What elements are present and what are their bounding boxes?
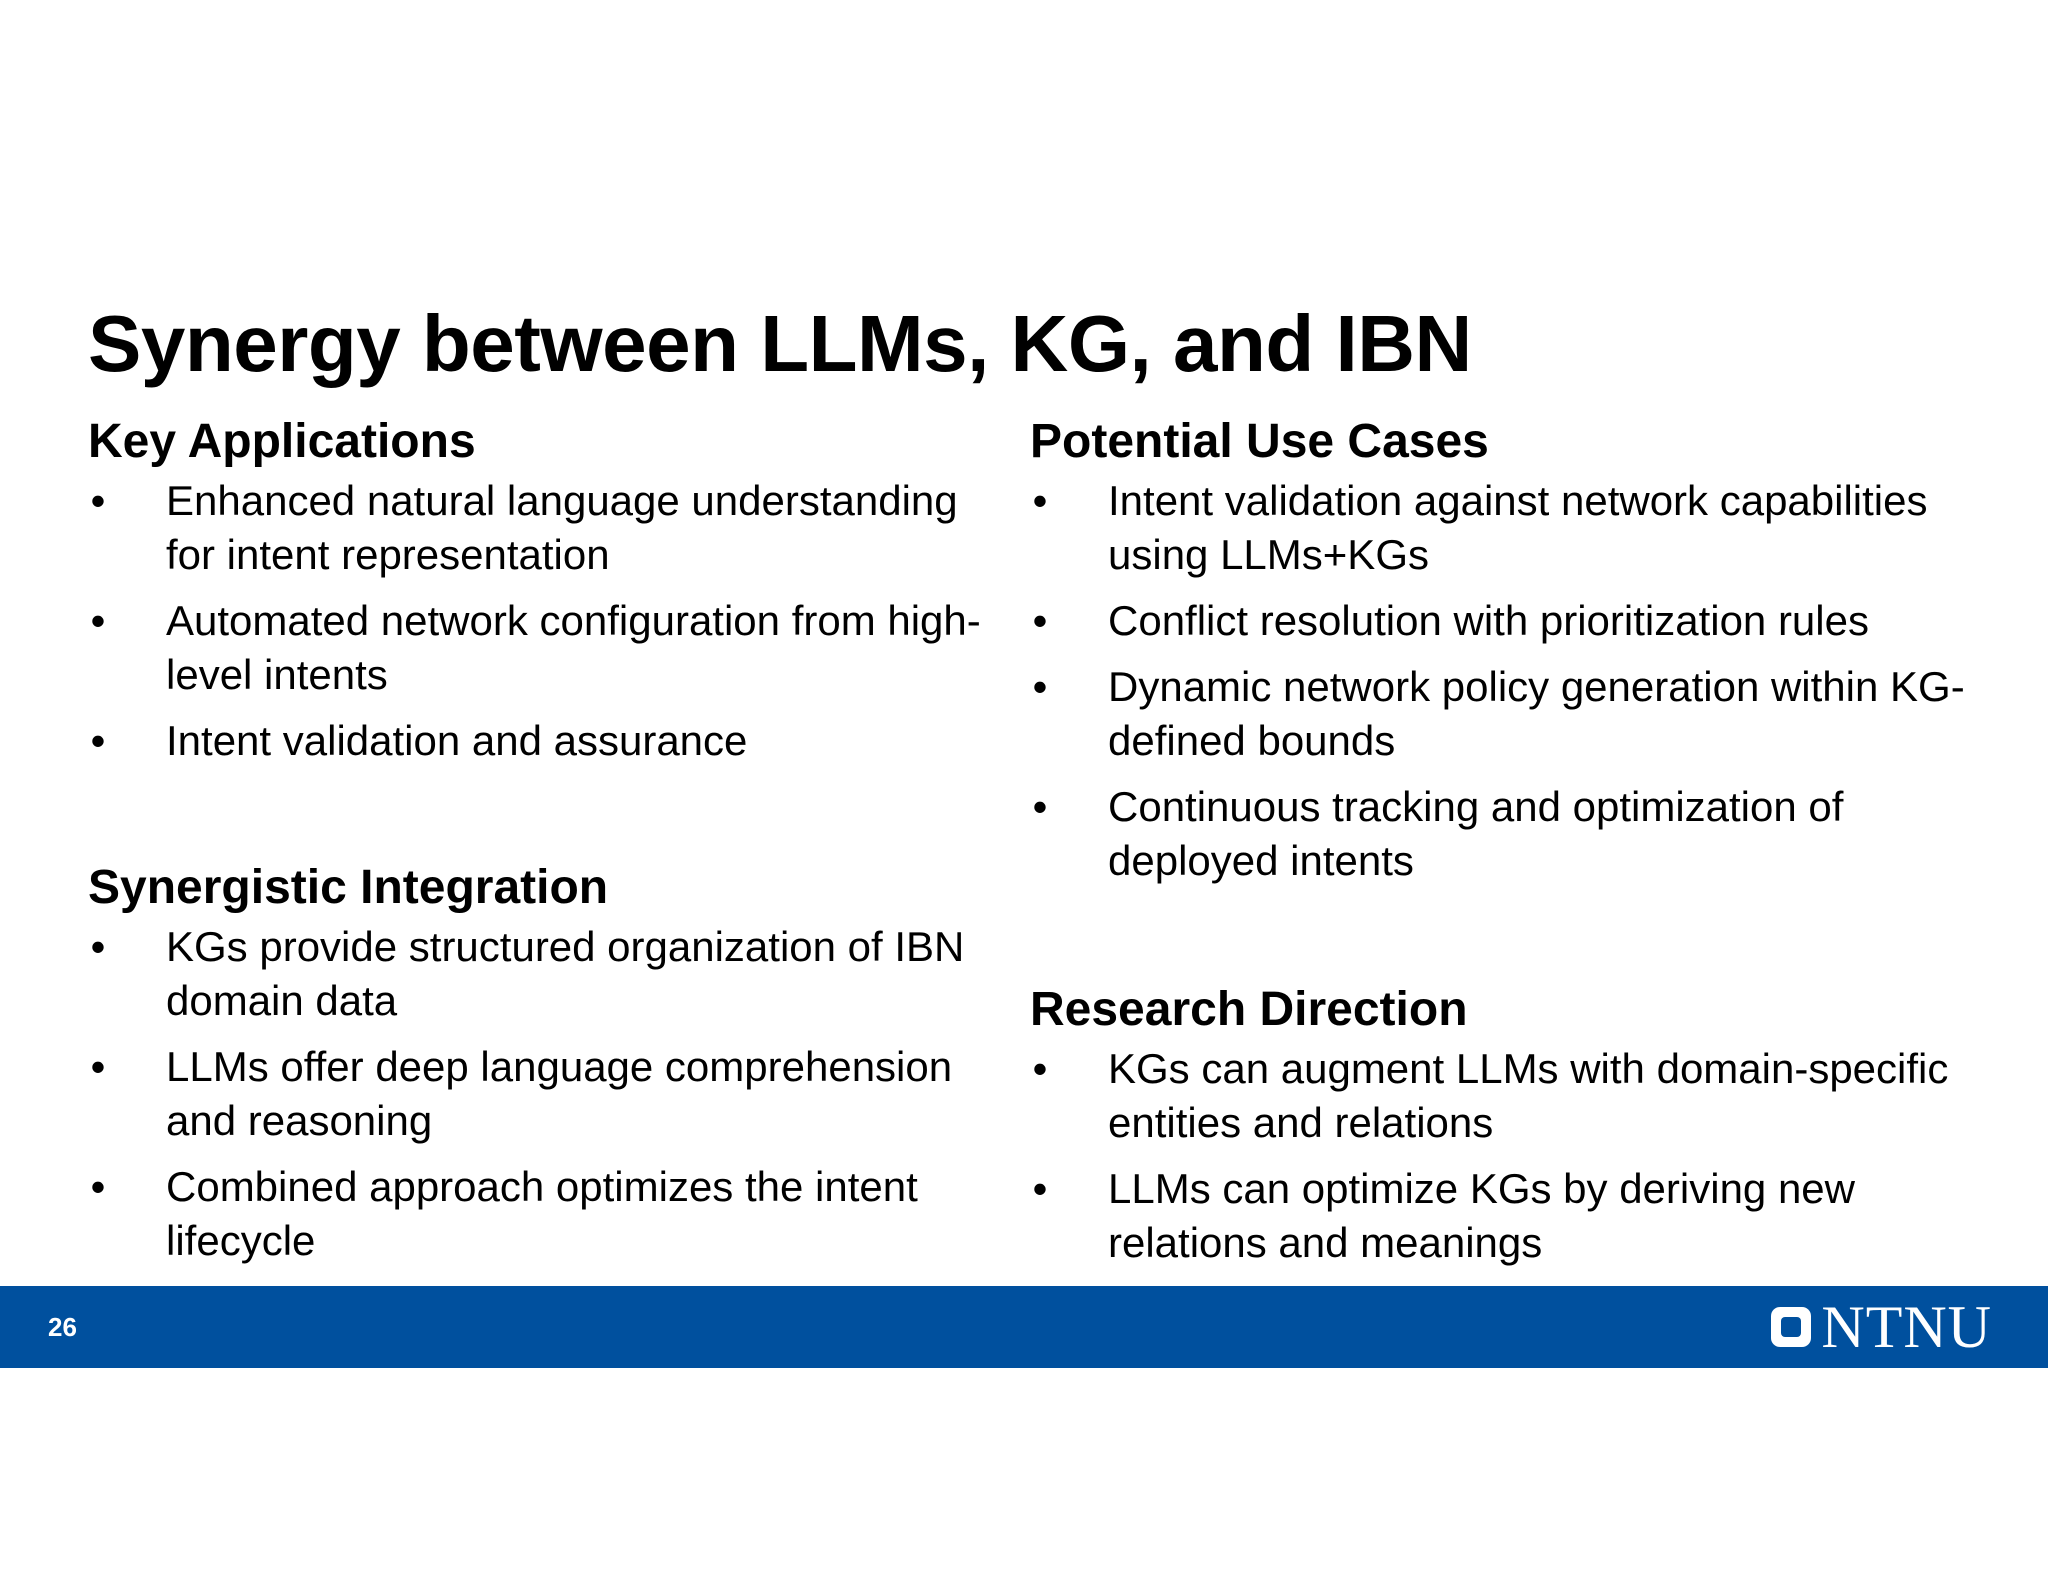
- bullet-icon: •: [1032, 783, 1048, 830]
- bullet-icon: •: [90, 717, 106, 764]
- synergistic-integration-list: [88, 920, 988, 1268]
- list-item: [88, 594, 988, 702]
- section-spacer: [1030, 888, 2000, 980]
- bullet-icon: •: [1032, 597, 1048, 644]
- ntnu-logo-text: NTNU: [1821, 1294, 1992, 1360]
- list-item: [1030, 660, 2000, 768]
- list-item: [1030, 1162, 2000, 1270]
- section-spacer: [88, 768, 988, 858]
- section-heading-research-direction: Research Direction: [1030, 983, 1468, 1036]
- bullet-icon: •: [1032, 1045, 1048, 1092]
- left-column: [88, 412, 988, 1268]
- page-number: 26: [48, 1312, 77, 1342]
- potential-use-cases-list: [1030, 474, 2000, 888]
- bullet-icon: •: [1032, 477, 1048, 524]
- list-item-text: KGs can augment LLMs with domain-specific entities and relations: [1108, 1045, 1949, 1146]
- section-heading-potential-use-cases: Potential Use Cases: [1030, 415, 1489, 468]
- list-item-text: Intent validation and assurance: [166, 717, 748, 764]
- list-item-text: Intent validation against network capabilities using LLMs+KGs: [1108, 477, 1928, 578]
- list-item-text: Automated network configuration from high-level intents: [166, 597, 981, 698]
- list-item: [88, 714, 988, 768]
- key-applications-list: [88, 474, 988, 768]
- bullet-icon: •: [90, 1163, 106, 1210]
- list-item-text: Continuous tracking and optimization of deployed intents: [1108, 783, 1844, 884]
- right-column: [1030, 412, 2000, 1270]
- ntnu-logo: [1771, 1296, 1992, 1358]
- bullet-icon: •: [1032, 663, 1048, 710]
- list-item: [1030, 594, 2000, 648]
- list-item-text: LLMs offer deep language comprehension and reasoning: [166, 1043, 953, 1144]
- bullet-icon: •: [90, 477, 106, 524]
- list-item-text: KGs provide structured organization of IBN domain data: [166, 923, 965, 1024]
- bullet-icon: •: [90, 597, 106, 644]
- list-item-text: Conflict resolution with prioritization rules: [1108, 597, 1869, 644]
- research-direction-list: [1030, 1042, 2000, 1270]
- ntnu-logo-mark-icon: [1771, 1307, 1811, 1347]
- list-item: [1030, 1042, 2000, 1150]
- list-item-text: Dynamic network policy generation within KG-defined bounds: [1108, 663, 1965, 764]
- bullet-icon: •: [1032, 1165, 1048, 1212]
- section-heading-synergistic-integration: Synergistic Integration: [88, 861, 609, 914]
- list-item-text: Combined approach optimizes the intent lifecycle: [166, 1163, 918, 1264]
- bullet-icon: •: [90, 1043, 106, 1090]
- list-item: [88, 474, 988, 582]
- section-heading-key-applications: Key Applications: [88, 415, 476, 468]
- bullet-icon: •: [90, 923, 106, 970]
- footer-bar: [0, 1286, 2048, 1368]
- list-item: [88, 1040, 988, 1148]
- list-item: [88, 1160, 988, 1268]
- list-item-text: LLMs can optimize KGs by deriving new relations and meanings: [1108, 1165, 1855, 1266]
- list-item-text: Enhanced natural language understanding for intent representation: [166, 477, 958, 578]
- slide-title: Synergy between LLMs, KG, and IBN: [88, 299, 1472, 388]
- list-item: [1030, 780, 2000, 888]
- list-item: [88, 920, 988, 1028]
- list-item: [1030, 474, 2000, 582]
